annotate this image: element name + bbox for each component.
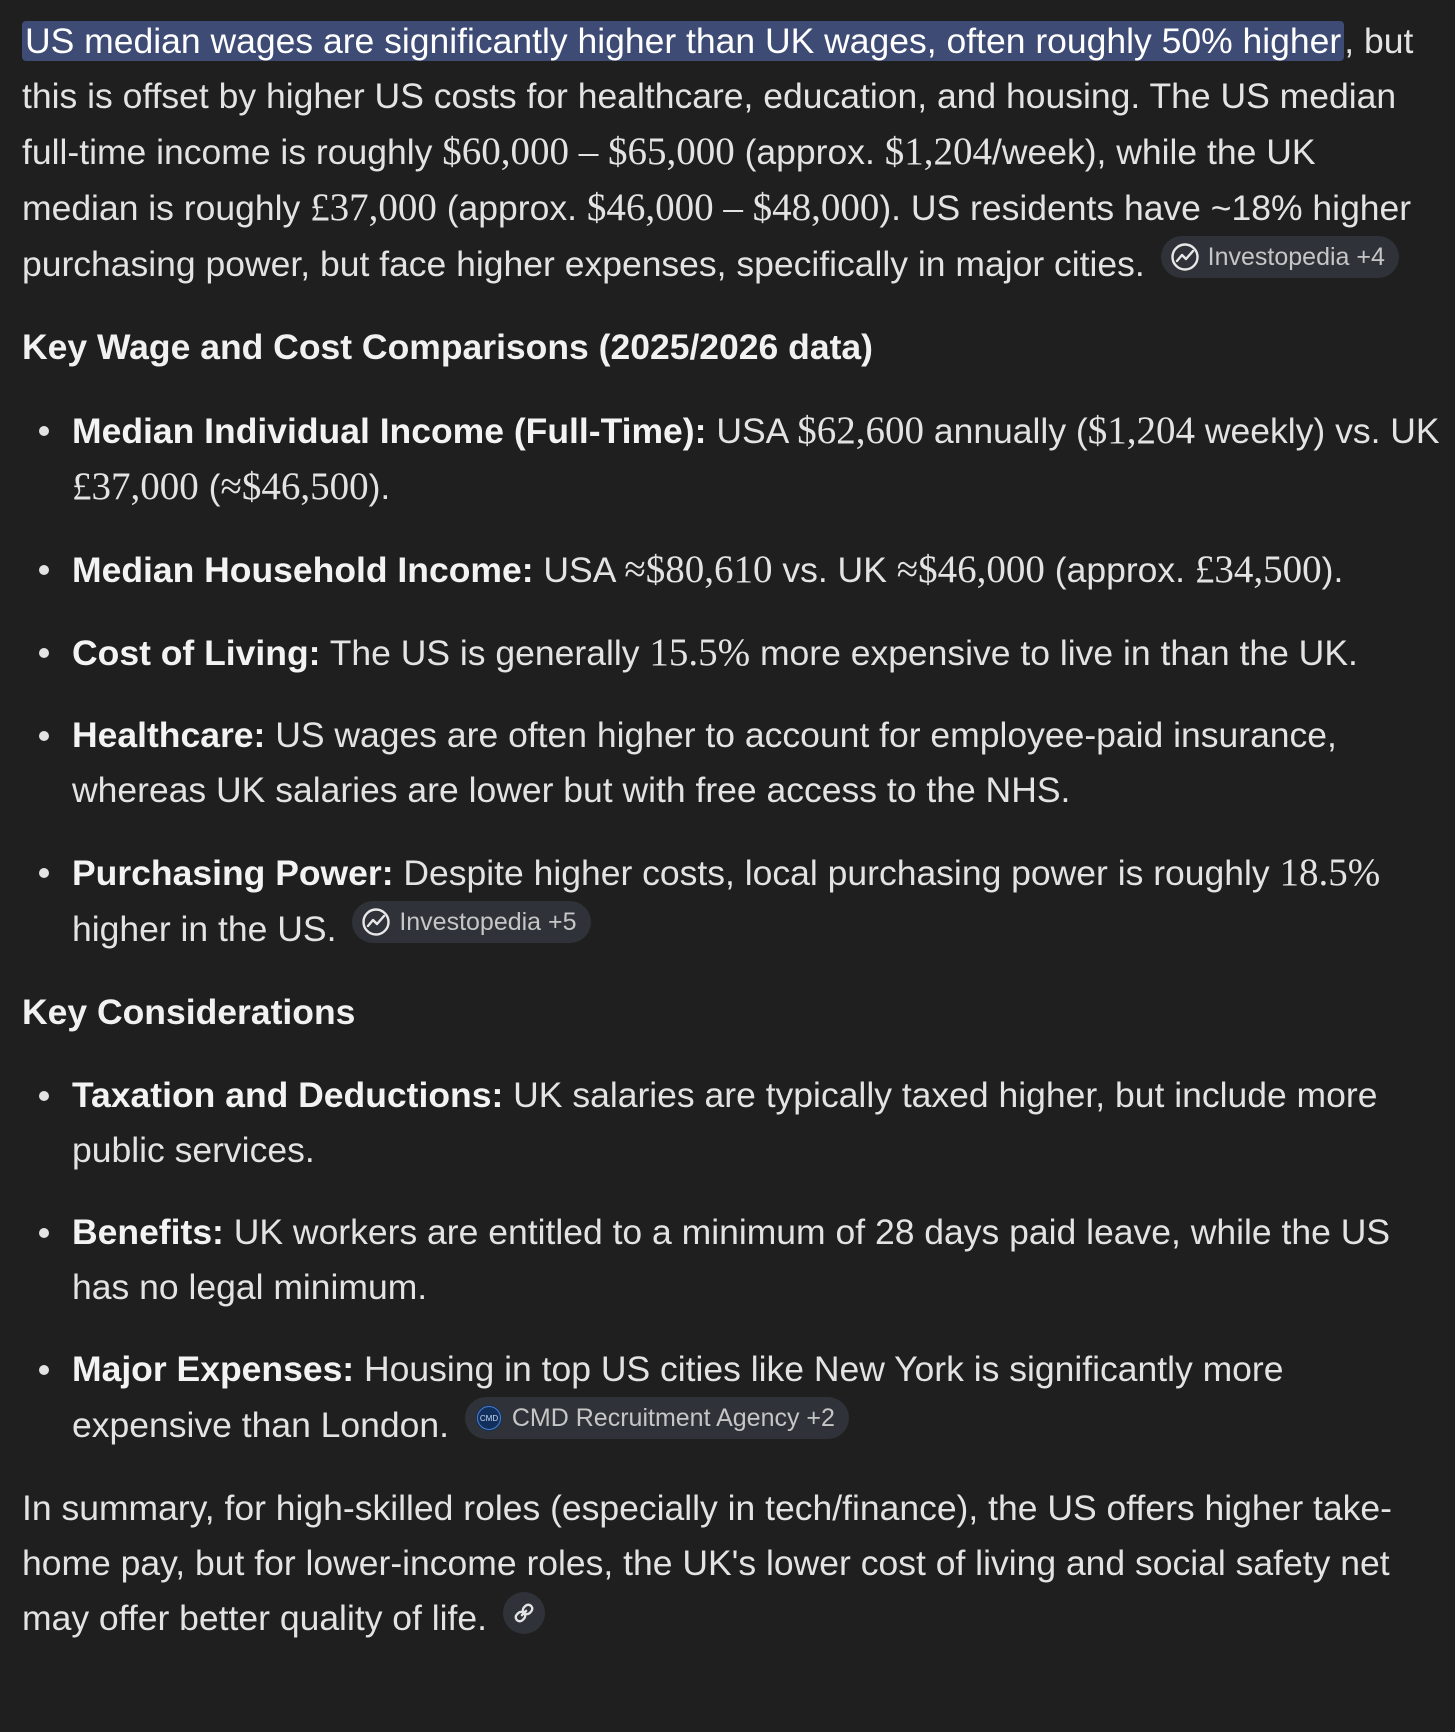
item-label: Major Expenses: — [72, 1349, 355, 1389]
highlighted-text[interactable]: US median wages are significantly higher than UK wages, often roughly 50% higher — [22, 21, 1344, 61]
item-text: ). — [368, 467, 391, 507]
item-math: £34,500 — [1194, 548, 1322, 591]
item-math: $62,600 — [797, 409, 924, 452]
section-heading-considerations: Key Considerations — [22, 992, 356, 1032]
item-text: USA — [706, 411, 798, 451]
item-text: weekly) vs. UK — [1195, 411, 1440, 451]
item-text: UK workers are entitled to a minimum of 28 days paid leave, while the US has no legal minimum. — [72, 1212, 1391, 1307]
list-item — [72, 625, 1441, 681]
item-math: £37,000 — [72, 465, 199, 508]
intro-text-5: ). US residents have ~18% higher purchasing power, but face higher expenses, specifically in major cities. — [22, 188, 1412, 284]
source-chip-investopedia-4[interactable] — [1161, 236, 1399, 278]
item-text: USA — [533, 550, 625, 590]
intro-math-1: $60,000 – $65,000 — [442, 130, 735, 173]
source-link-button[interactable] — [503, 1592, 545, 1634]
summary-text: In summary, for high-skilled roles (especially in tech/finance), the US offers higher take-home pay, but for lower-income roles, the UK's lower cost of living and social safety net may offer better quality of life. — [22, 1488, 1392, 1638]
item-math: 18.5% — [1279, 851, 1381, 894]
item-text: UK salaries are typically taxed higher, but include more public services. — [72, 1075, 1378, 1170]
item-math: ≈$46,500 — [220, 465, 369, 508]
list-item — [72, 403, 1441, 515]
intro-text-3: /week), while the UK median is roughly — [22, 132, 1316, 228]
item-text: Despite higher costs, local purchasing power is roughly — [393, 853, 1280, 893]
item-math: ≈$80,610 — [624, 548, 773, 591]
item-label: Benefits: — [72, 1212, 224, 1252]
list-item — [72, 708, 1441, 818]
list-item — [72, 845, 1441, 957]
considerations-list — [22, 1068, 1441, 1453]
summary-paragraph — [22, 1481, 1441, 1646]
link-icon — [511, 1600, 537, 1626]
source-chip-label: Investopedia +5 — [399, 908, 577, 936]
item-label: Cost of Living: — [72, 633, 321, 673]
intro-paragraph — [22, 14, 1441, 292]
item-label: Median Household Income: — [72, 550, 534, 590]
item-text: (approx. — [1044, 550, 1195, 590]
item-text: higher in the US. — [72, 909, 337, 949]
source-chip-investopedia-5[interactable] — [352, 901, 590, 943]
intro-math-2: $1,204 — [884, 130, 992, 173]
intro-text-2: (approx. — [734, 132, 885, 172]
comparisons-list — [22, 403, 1441, 957]
item-math: ≈$46,000 — [896, 548, 1045, 591]
source-chip-cmd[interactable] — [465, 1397, 849, 1439]
section-heading-comparisons: Key Wage and Cost Comparisons (2025/2026 data) — [22, 327, 873, 367]
source-chip-label: Investopedia +4 — [1207, 243, 1385, 271]
list-item — [72, 1068, 1441, 1178]
item-text: Housing in top US cities like New York is significantly more expensive than London. — [72, 1349, 1284, 1445]
item-math: 15.5% — [649, 631, 751, 674]
cmd-logo-icon — [474, 1403, 504, 1433]
investopedia-logo-icon — [361, 907, 391, 937]
list-item — [72, 1205, 1441, 1315]
list-item — [72, 1342, 1441, 1453]
item-text: ( — [198, 467, 221, 507]
intro-math-4: $46,000 – $48,000 — [586, 186, 880, 229]
item-math: $1,204 — [1087, 409, 1196, 452]
item-text: annually ( — [923, 411, 1088, 451]
item-label: Purchasing Power: — [72, 853, 394, 893]
intro-math-3: £37,000 — [310, 186, 437, 229]
list-item — [72, 542, 1441, 598]
item-text: US wages are often higher to account for employee-paid insurance, whereas UK salaries are lower but with free access to the NHS. — [72, 715, 1337, 810]
source-chip-label: CMD Recruitment Agency +2 — [511, 1404, 835, 1432]
investopedia-logo-icon — [1170, 242, 1200, 272]
item-text: The US is generally — [320, 633, 650, 673]
intro-text-1: , but this is offset by higher US costs for healthcare, education, and housing. The US median full-time income is roughly — [22, 21, 1414, 172]
item-text: more expensive to live in than the UK. — [750, 633, 1358, 673]
item-text: vs. UK — [772, 550, 897, 590]
item-label: Taxation and Deductions: — [72, 1075, 504, 1115]
item-label: Healthcare: — [72, 715, 266, 755]
intro-text-4: (approx. — [436, 188, 587, 228]
cmd-logo-text: CMD — [479, 1414, 498, 1423]
item-text: ). — [1321, 550, 1344, 590]
item-label: Median Individual Income (Full-Time): — [72, 411, 707, 451]
